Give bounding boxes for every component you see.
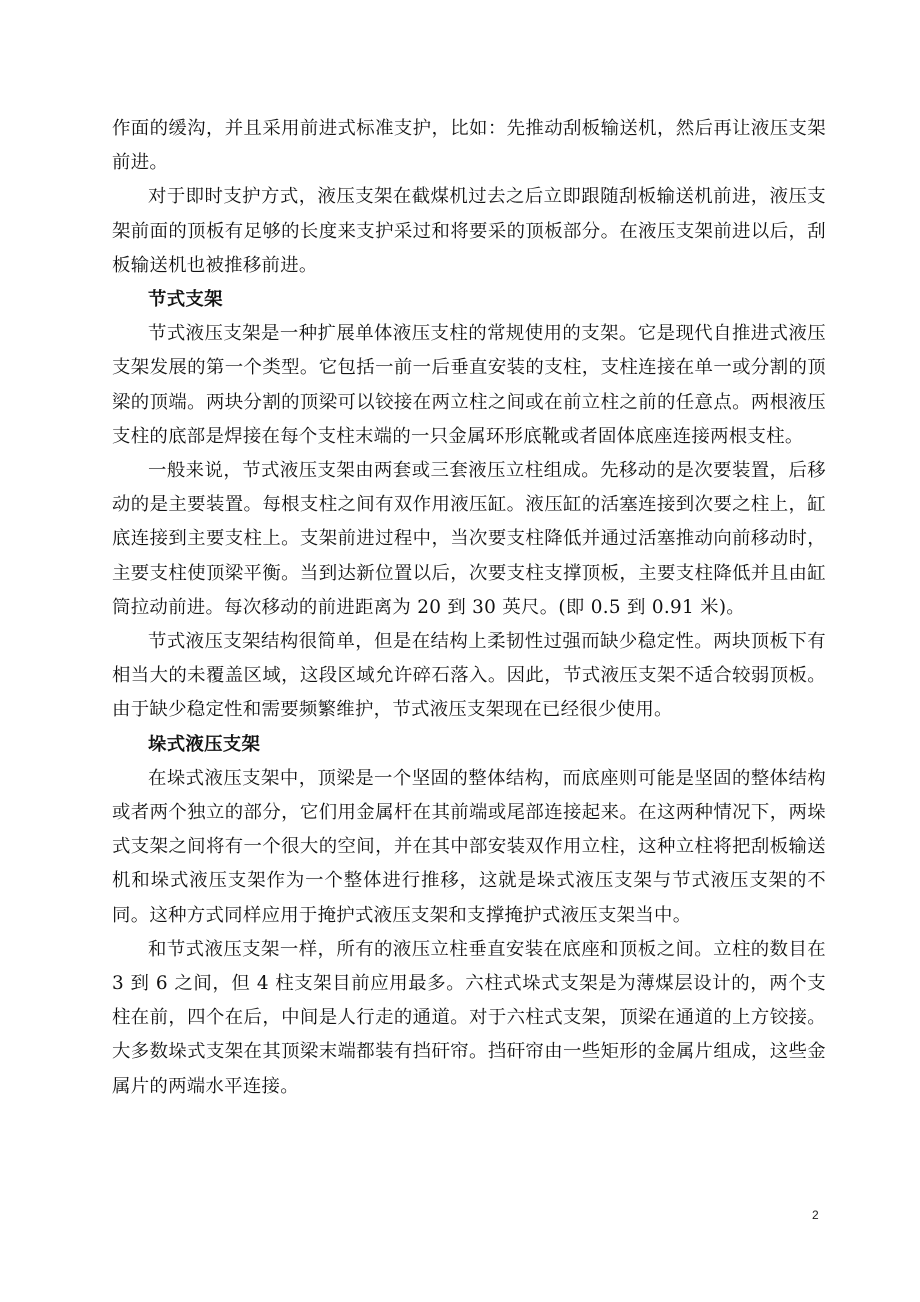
paragraph-frame-support-intro: 节式液压支架是一种扩展单体液压支柱的常规使用的支架。它是现代自推进式液压支架发展的第一个类型。它包括一前一后垂直安装的支柱，支柱连接在单一或分割的顶梁的顶端。两块分割的顶梁可以铰接在两立柱之间或在前立柱之前的任意点。两根液压支柱的底部是焊接在每个支柱末端的一只金属环形底靴或者固体底座连接两根支柱。 bbox=[112, 323, 826, 447]
section-heading-frame-support: 节式支架 bbox=[148, 289, 223, 311]
paragraph-frame-support-operation: 一般来说，节式液压支架由两套或三套液压立柱组成。先移动的是次要装置，后移动的是主要装置。每根支柱之间有双作用液压缸。液压缸的活塞连接到次要之柱上，缸底连接到主要支柱上。支架前进过程中，当次要支柱降低并通过活塞推动向前移动时，主要支柱使顶梁平衡。当到达新位置以后，次要支柱支撑顶板，主要支柱降低并且由缸筒拉动前进。每次移动的前进距离为 20 到 30 英尺。(即 0.5 到 0.91 米)。 bbox=[112, 460, 826, 618]
section-heading-chock-support: 垛式液压支架 bbox=[148, 733, 261, 755]
paragraph-continuation: 作面的缓沟，并且采用前进式标准支护，比如：先推动刮板输送机，然后再让液压支架前进。 bbox=[112, 118, 826, 174]
paragraph-chock-support-structure: 在垛式液压支架中，顶梁是一个坚固的整体结构，而底座则可能是坚固的整体结构或者两个独立的部分，它们用金属杆在其前端或尾部连接起来。在这两种情况下，两垛式支架之间将有一个很大的空间，并在其中部安装双作用立柱，这种立柱将把刮板输送机和垛式液压支架作为一个整体进行推移，这就是垛式液压支架与节式液压支架的不同。这种方式同样应用于掩护式液压支架和支撑掩护式液压支架当中。 bbox=[112, 767, 826, 926]
paragraph-immediate-support: 对于即时支护方式，液压支架在截煤机过去之后立即跟随刮板输送机前进，液压支架前面的顶板有足够的长度来支护采过和将要采的顶板部分。在液压支架前进以后，刮板输送机也被推移前进。 bbox=[112, 186, 826, 276]
page-number: 2 bbox=[812, 1208, 819, 1222]
paragraph-frame-support-limitations: 节式液压支架结构很简单，但是在结构上柔韧性过强而缺少稳定性。两块顶板下有相当大的未覆盖区域，这段区域允许碎石落入。因此，节式液压支架不适合较弱顶板。由于缺少稳定性和需要频繁维护，节式液压支架现在已经很少使用。 bbox=[112, 631, 826, 721]
paragraph-chock-support-legs: 和节式液压支架一样，所有的液压立柱垂直安装在底座和顶板之间。立柱的数目在 3 到 6 之间，但 4 柱支架目前应用最多。六柱式垛式支架是为薄煤层设计的，两个支柱在前，四个在后，中间是人行走的通道。对于六柱式支架，顶梁在通道的上方铰接。大多数垛式支架在其顶梁末端都装有挡矸帘。挡矸帘由一些矩形的金属片组成，这些金属片的两端水平连接。 bbox=[112, 938, 826, 1097]
document-body bbox=[112, 112, 826, 1104]
